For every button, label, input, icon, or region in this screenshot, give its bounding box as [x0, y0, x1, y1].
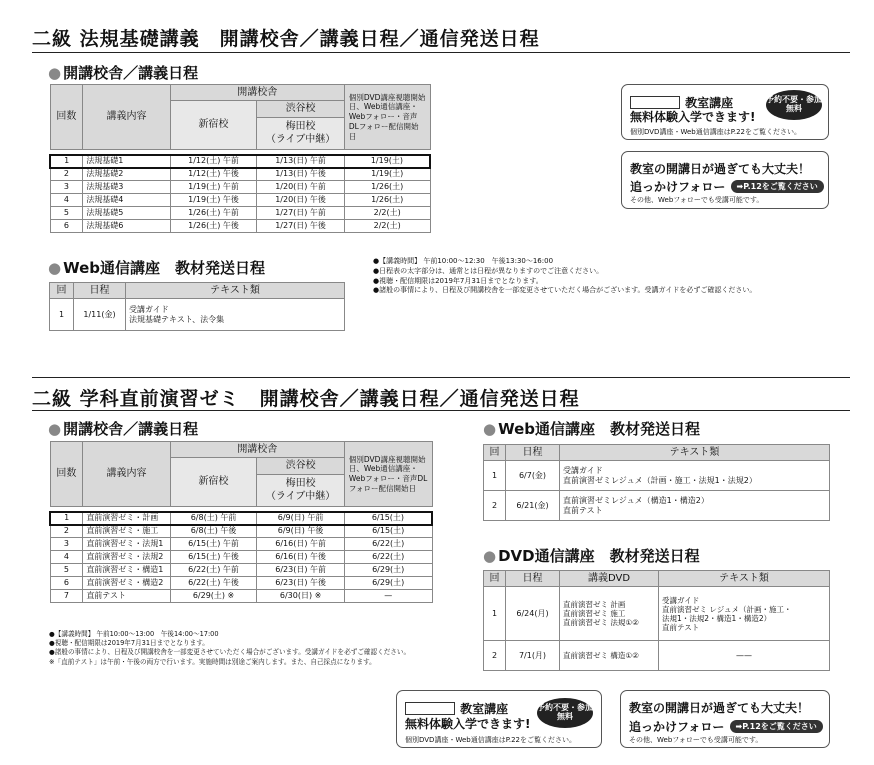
s1-schedule-table — [49, 84, 431, 233]
table-row: 5 直前演習ゼミ・構造1 6/22(土) 午前 6/23(日) 午前 6/29(土) — [50, 564, 432, 577]
s1-notes: ●【講義時間】 午前10:00〜12:30 午後13:30〜16:00 ●日程表の太字部分は、通常とは日程が異なりますのでご注意ください。 ●視聴・配信期限は2019年7月31日までとなります。 ●諸般の事情により、日程及び開講校舎を一部変更させていただく場合がございます。受講ガイドを必ずご確認ください。 — [373, 257, 757, 295]
table-row: 1 1/11(金) 受講ガイド 法規基礎テキスト、法令集 — [50, 299, 345, 331]
s2-web-heading: ● Web通信講座 教材発送日程 — [483, 420, 701, 438]
s1-web-heading: ● Web通信講座 教材発送日程 — [48, 259, 266, 277]
free-seal-badge: 予約不要・参加無料 — [537, 698, 593, 728]
s1-web-table: 回 日程 テキスト類 1 1/11(金) 受講ガイド 法規基礎テキスト、法令集 — [49, 282, 345, 331]
table-row: 7 直前テスト 6/29(土) ※ 6/30(日) ※ — — [50, 590, 432, 603]
table-row: 4 直前演習ゼミ・法規2 6/15(土) 午後 6/16(日) 午後 6/22(土) — [50, 551, 432, 564]
section1-rule — [32, 52, 850, 53]
s1-classroom-heading: ● 開講校舎／講義日程 — [48, 64, 199, 82]
bullet-dot-icon: ● — [48, 259, 62, 277]
table-row: 2 6/21(金) 直前演習ゼミレジュメ（構造1・構造2） 直前テスト — [484, 491, 830, 521]
s2-notes: ●【講義時間】 午前10:00〜13:00 午後14:00〜17:00 ●視聴・配信期限は2019年7月31日までとなります。 ●諸般の事情により、日程及び開講校舎を一部変更させていただく場合がございます。受講ガイドを必ずご確認ください。 ※「直前テスト」は午前・午後の両方で行います。実施時間は別途ご案内します。また、自己採点になります。 — [49, 630, 411, 666]
h-dvd: 個別DVD講座視聴開始日、Web通信講座・Webフォロー・音声DLフォロー配信開始日 — [344, 85, 430, 150]
page-ref-pill: ➡P.12をご覧ください — [731, 180, 824, 193]
section2-title: 二級 学科直前演習ゼミ 開講校舎／講義日程／通信発送日程 — [32, 388, 580, 410]
s2-classroom-heading: ● 開講校舎／講義日程 — [48, 420, 199, 438]
table-row: 3 法規基礎3 1/19(土) 午前 1/20(日) 午前 1/26(土) — [50, 181, 430, 194]
table-row: 6 法規基礎6 1/26(土) 午後 1/27(日) 午後 2/2(土) — [50, 220, 430, 233]
trial-promo-box: 教室講座 無料体験入学できます! 個別DVD講座・Web通信講座はP.22をご覧ください。 予約不要・参加無料 — [621, 84, 829, 140]
table-row: 1 直前演習ゼミ・計画 6/8(土) 午前 6/9(日) 午前 6/15(土) — [50, 512, 432, 525]
s2-dvd-table: 回 日程 講義DVD テキスト類 1 6/24(月) 直前演習ゼミ 計画 直前演習ゼミ 施工 直前演習ゼミ 法規①② 受講ガイド 直前演習ゼミ レジュメ（計画・施工・ 法規1・法規2・構造1・構造2） 直前テスト 2 7/1(月) 直前演習ゼミ 構造①② —— — [483, 570, 830, 671]
s2-web-table: 回 日程 テキスト類 1 6/7(金) 受講ガイド 直前演習ゼミレジュメ（計画・施工・法規1・法規2） 2 6/21(金) 直前演習ゼミレジュメ（構造1・構造2） 直前テスト — [483, 444, 830, 521]
h-num: 回数 — [50, 85, 83, 150]
h-shibuya: 渋谷校 — [257, 101, 345, 118]
table-row: 1 6/24(月) 直前演習ゼミ 計画 直前演習ゼミ 施工 直前演習ゼミ 法規①② 受講ガイド 直前演習ゼミ レジュメ（計画・施工・ 法規1・法規2・構造1・構造2） 直前テスト — [484, 587, 830, 641]
follow-promo-box-2: 教室の開講日が過ぎても大丈夫！ 追っかけフォロー ➡P.12をご覧ください その他、Webフォローでも受講可能です。 — [620, 690, 830, 748]
table-row: 1 6/7(金) 受講ガイド 直前演習ゼミレジュメ（計画・施工・法規1・法規2） — [484, 461, 830, 491]
free-seal-badge: 予約不要・参加無料 — [766, 90, 822, 120]
h-umeda: 梅田校 （ライブ中継） — [257, 118, 345, 150]
s2-schedule-table: 回数 講義内容 開講校舎 個別DVD講座視聴開始日、Web通信講座・Webフォロー・音声DLフォロー配信開始日 新宿校 渋谷校 梅田校 （ライブ中継） 1 直前演習ゼミ・計画 6/8(土) 午前 6/9(日) 午前 6/15(土) 2 直前演習ゼミ・施工 6/8(土) 午後 6/9(日) 午後 6/15(土) 3 直前演習ゼミ・法規1 6/15(土) 午前 6/16(日) 午前 6/22(土) 4 直前演習ゼミ・法規2 6/15(土) 午後 6/16(日) 午後 6/22(土) 5 直前演習ゼミ・構造1 6/22(土) 午前 6/23(日) 午前 6/29(土) 6 直前演習ゼミ・構造2 6/22(土) 午後 6/23(日) 午後 6/29(土) 7 直前テスト 6/29(土) ※ 6/30(日) ※ — — [49, 441, 433, 603]
table-row: 2 7/1(月) 直前演習ゼミ 構造①② —— — [484, 641, 830, 671]
bullet-dot-icon: ● — [48, 420, 62, 438]
table-row: 4 法規基礎4 1/19(土) 午後 1/20(日) 午後 1/26(土) — [50, 194, 430, 207]
s2-dvd-heading: ● DVD通信講座 教材発送日程 — [483, 547, 700, 565]
table-row: 5 法規基礎5 1/26(土) 午前 1/27(日) 午前 2/2(土) — [50, 207, 430, 220]
section1-title: 二級 法規基礎講義 開講校舎／講義日程／通信発送日程 — [32, 28, 540, 50]
h-campus: 開講校舎 — [170, 85, 344, 101]
table-row: 2 法規基礎2 1/12(土) 午後 1/13(日) 午後 1/19(土) — [50, 168, 430, 181]
section2-top-rule — [32, 377, 850, 378]
follow-promo-box: 教室の開講日が過ぎても大丈夫！ 追っかけフォロー ➡P.12をご覧ください その他、Webフォローでも受講可能です。 — [621, 151, 829, 209]
table-row: 3 直前演習ゼミ・法規1 6/15(土) 午前 6/16(日) 午前 6/22(土) — [50, 538, 432, 551]
table-row: 1 法規基礎1 1/12(土) 午前 1/13(日) 午前 1/19(土) — [50, 155, 430, 168]
blank-field — [405, 702, 455, 715]
bullet-dot-icon: ● — [483, 547, 497, 565]
table-row: 2 直前演習ゼミ・施工 6/8(土) 午後 6/9(日) 午後 6/15(土) — [50, 525, 432, 538]
page-ref-pill: ➡P.12をご覧ください — [730, 720, 823, 733]
section2-rule — [32, 410, 850, 411]
h-content: 講義内容 — [83, 85, 170, 150]
bullet-dot-icon: ● — [48, 64, 62, 82]
h-shinjuku: 新宿校 — [170, 101, 257, 150]
trial-promo-box-2: 教室講座 無料体験入学できます! 個別DVD講座・Web通信講座はP.22をご覧ください。 予約不要・参加無料 — [396, 690, 602, 748]
table-row: 6 直前演習ゼミ・構造2 6/22(土) 午後 6/23(日) 午後 6/29(土) — [50, 577, 432, 590]
bullet-dot-icon: ● — [483, 420, 497, 438]
